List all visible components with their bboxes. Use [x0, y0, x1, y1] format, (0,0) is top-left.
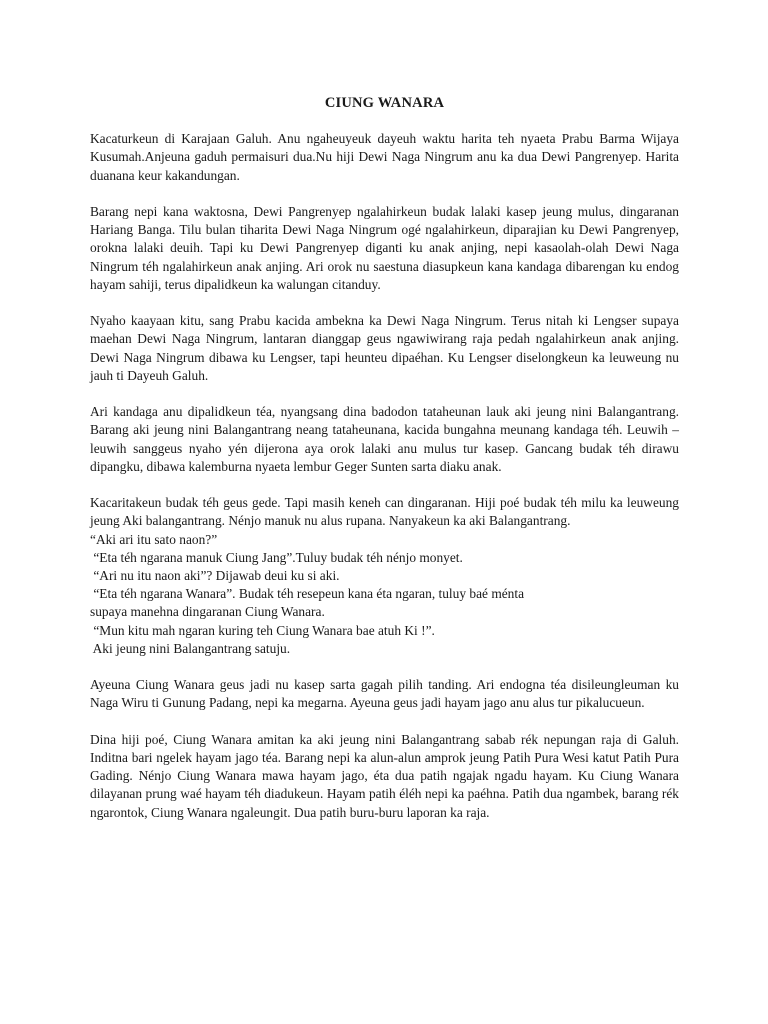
paragraph-text: Barang nepi kana waktosna, Dewi Pangrenyep ngalahirkeun budak lalaki kasep jeung mulus, dingaranan Hariang Banga. Tilu bulan tiharita Dewi Naga Ningrum ogé ngalahirkeun, diparajian ku Dewi Pangrenyep, orokna lalaki deuih. Tapi ku Dewi Pangrenyep diganti ku anak anjing, nepi kasaolah-olah Dewi Naga Ningrum téh ngalahirkeun anak anjing. Ari orok nu saestuna diasupkeun kana kandaga dibarengan ku endog hayam sahiji, terus dipalidkeun ka walungan citanduy. — [90, 204, 679, 292]
dialogue-line: “Eta téh ngarana Wanara”. Budak téh resepeun kana éta ngaran, tuluy baé ménta — [90, 586, 525, 602]
document-page — [90, 94, 679, 840]
dialogue-line: “Ari nu itu naon aki”? Dijawab deui ku si aki. — [90, 568, 340, 584]
paragraph-text: Nyaho kaayaan kitu, sang Prabu kacida ambekna ka Dewi Naga Ningrum. Terus nitah ki Lengser supaya maehan Dewi Naga Ningrum, lantaran dianggap geus ngawiwirang raja pedah ngalahirkeun anak anjing. Dewi Naga Ningrum dibawa ku Lengser, tapi heunteu dipaéhan. Ku Lengser diselongkeun ka leuweung nu jauh ti Dayeuh Galuh. — [90, 313, 679, 383]
paragraph-text: Kacaturkeun di Karajaan Galuh. Anu ngaheuyeuk dayeuh waktu harita teh nyaeta Prabu Barma Wijaya Kusumah.Anjeuna gaduh permaisuri dua.Nu hiji Dewi Naga Ningrum anu ka dua Dewi Pangrenyep. Harita duanana keur kakandungan. — [90, 131, 679, 183]
document-title: CIUNG WANARA — [324, 95, 445, 111]
paragraph-1 — [90, 130, 679, 185]
paragraph-4 — [90, 403, 679, 476]
paragraph-7 — [90, 731, 679, 822]
paragraph-5 — [90, 494, 679, 658]
dialogue-line: “Eta téh ngarana manuk Ciung Jang”.Tuluy budak téh nénjo monyet. — [90, 549, 463, 565]
paragraph-text: Dina hiji poé, Ciung Wanara amitan ka aki jeung nini Balangantrang sabab rék nepungan raja di Galuh. Inditna bari ngelek hayam jago téa. Barang nepi ka alun-alun amprok jeung Patih Pura Wesi katut Patih Pura Gading. Nénjo Ciung Wanara mawa hayam jago, éta dua patih ngajak ngadu hayam. Ku Ciung Wanara dilayanan prung waé hayam téh diadukeun. Hayam patih éléh nepi ka paéhna. Patih dua ngambek, barang rék ngarontok, Ciung Wanara ngaleungit. Dua patih buru-buru laporan ka raja. — [90, 731, 679, 820]
paragraph-2 — [90, 203, 679, 294]
paragraph-text: Kacaritakeun budak téh geus gede. Tapi masih keneh can dingaranan. Hiji poé budak téh milu ka leuweung jeung Aki balangantrang. Nénjo manuk nu alus rupana. Nanyakeun ka aki Balangantrang. — [90, 495, 679, 529]
paragraph-6 — [90, 676, 679, 712]
paragraph-3 — [90, 312, 679, 385]
dialogue-line: supaya manehna dingaranan Ciung Wanara. — [90, 604, 325, 620]
paragraph-text: Ayeuna Ciung Wanara geus jadi nu kasep sarta gagah pilih tanding. Ari endogna téa disileungleuman ku Naga Wiru ti Gunung Padang, nepi ka megarna. Ayeuna geus jadi hayam jago anu alus tur pikalucueun. — [90, 677, 679, 711]
dialogue-line: “Aki ari itu sato naon?” — [90, 531, 218, 547]
paragraph-text: Ari kandaga anu dipalidkeun téa, nyangsang dina badodon tataheunan lauk aki jeung nini Balangantrang. Barang aki jeung nini Balangantrang neang tataheunana, kacida bungahna meunang kandaga téh. Leuwih – leuwih sanggeus nyaho yén dijerona aya orok lalaki anu mulus tur kasep. Gancang budak téh dirawu dipangku, dibawa kalemburna nyaeta lembur Geger Sunten sarta diaku anak. — [90, 404, 679, 474]
dialogue-line: Aki jeung nini Balangantrang satuju. — [90, 640, 291, 656]
dialogue-line: “Mun kitu mah ngaran kuring teh Ciung Wanara bae atuh Ki !”. — [90, 622, 435, 638]
